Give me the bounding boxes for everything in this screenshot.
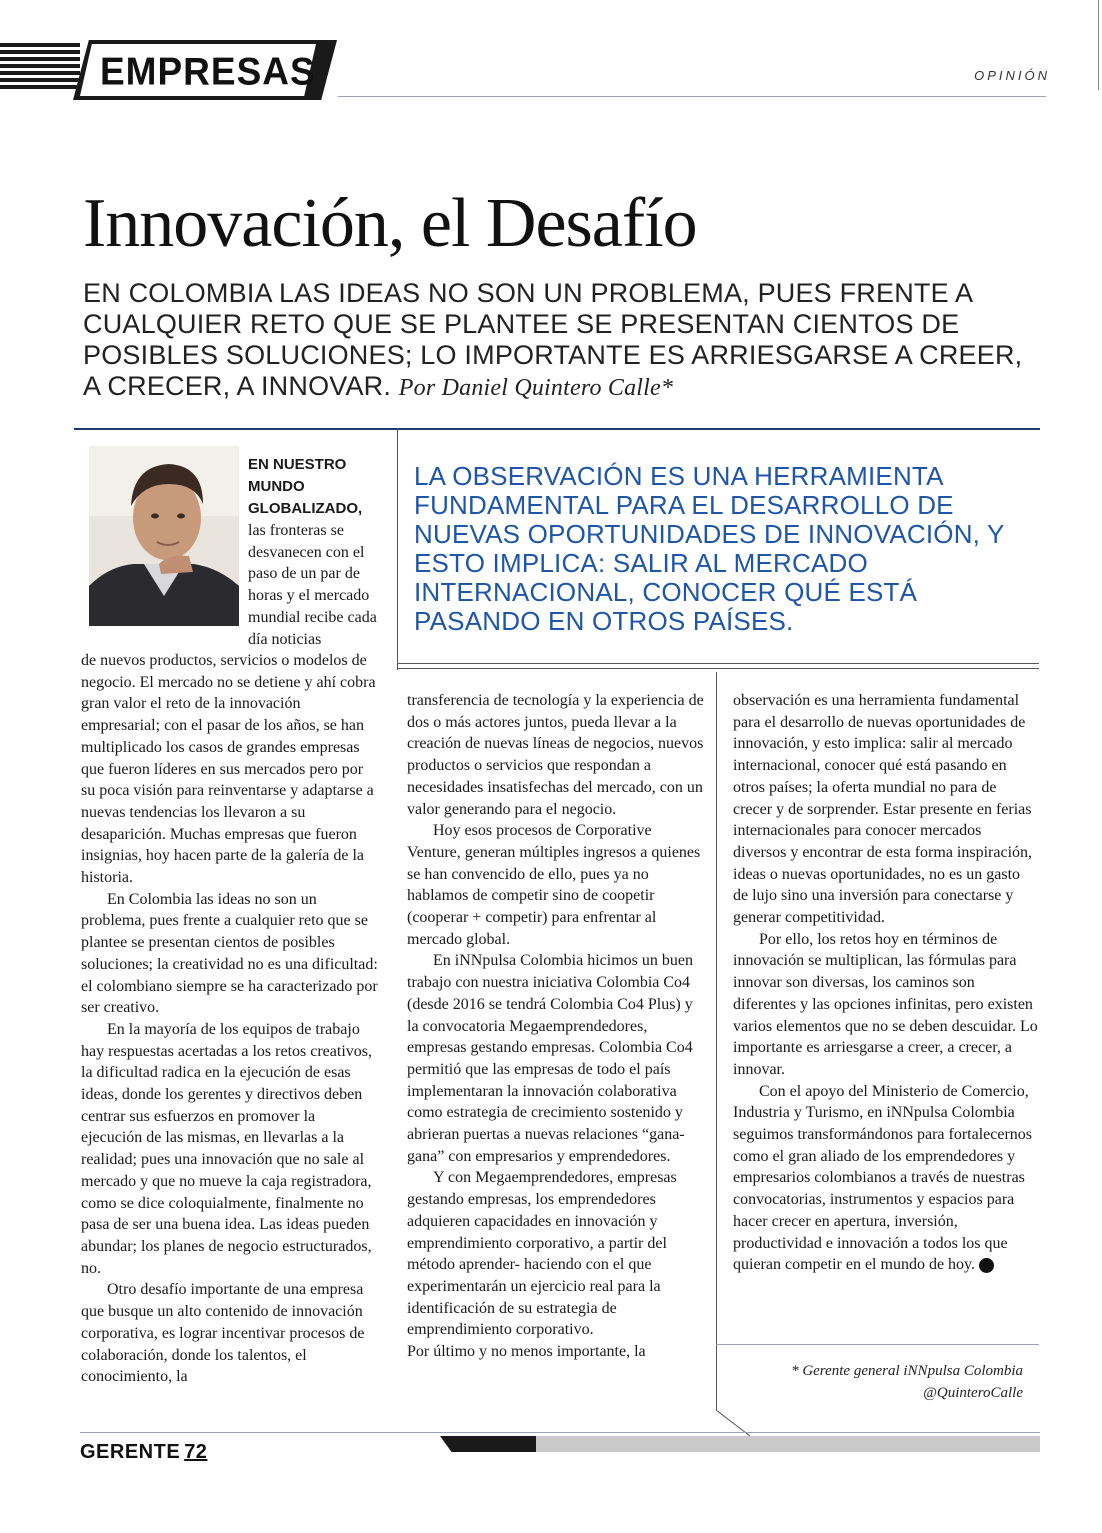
col2-paragraph: transferencia de tecnología y la experiencia de dos o más actores juntos, pueda llevar a la creación de nuevas líneas de negocios, nuevos productos o servicios que respondan a necesidades insatisfechas del mercado, con un valor generando para el negocio. [407,692,704,818]
col2-paragraph: Y con Megaemprendedores, empresas gestando empresas, los emprendedores adquieren capacidades en innovación y emprendimiento corporativo, a partir del método aprender- haciendo con el que experimentarán un ejercicio real para la identificación de su estrategia de emprendimiento corporativo. [407,1169,677,1339]
col2-paragraph: Por último y no menos importante, la [407,1343,646,1361]
page-number: 72 [184,1441,208,1463]
column-divider [397,428,398,670]
endnote-handle: @QuinteroCalle [923,1385,1023,1401]
pull-quote-rule [397,663,1039,664]
column-2 [407,690,705,1363]
footer-bar-dark [440,1436,536,1452]
section-label: EMPRESAS [100,49,316,93]
footer-folio [80,1441,207,1464]
footer-rule [80,1432,1040,1433]
author-portrait [89,446,239,626]
deck-text: EN COLOMBIA LAS IDEAS NO SON UN PROBLEMA, PUES FRENTE A CUALQUIER RETO QUE SE PLANTEE SE PRESENTAN CIENTOS DE POSIBLES SOLUCIONES; LO IMPORTANTE ES ARRIESGARSE A CREER, A CRECER, A INNOVAR. [83,278,1023,401]
endnote-role: * Gerente general iNNpulsa Colombia [791,1363,1023,1379]
article-deck [83,278,1043,404]
col1-paragraph: En la mayoría de los equipos de trabajo hay respuestas acertadas a los retos creativos, la dificultad radica en la ejecución de esas ideas, donde los gerentes y directivos deben centrar sus esfuerzos en promover la ejecución de las mismas, en llevarlas a la realidad; pues una innovación que no sale al mercado y que no mueve la caja registradora, como se dice coloquialmente, finalmente no pasa de ser una buena idea. Las ideas pueden abundar; los planes de negocio estructurados, no. [81,1020,372,1277]
col3-paragraph: observación es una herramienta fundamental para el desarrollo de nuevas oportunidades de innovación, y esto implica: salir al mercado internacional, conocer qué está pasando en otros países; la oferta mundial no para de crecer y de sorprender. Estar presente en ferias internacionales para conocer mercados diversos y encontrar de esta forma inspiración, ideas o nuevas oportunidades, no es un gasto de lujo sino una inversión para conectarse y generar competitividad. [733,692,1033,927]
col2-paragraph: Hoy esos procesos de Corporative Venture, generan múltiples ingresos a quienes se han convencido de ello, pues ya no hablamos de competir sino de coopetir (cooperar + competir) para enfrentar al mercado global. [407,822,701,948]
col3-last-text: Con el apoyo del Ministerio de Comercio, Industria y Turismo, en iNNpulsa Colombia seguimos transformándonos para fortalecernos como el gran aliado de los emprendedores y empresarios colombianos a través de nuestras convocatorias, instrumentos y espacios para hacer crecer en apertura, inversión, productividad e innovación a todos los que quieran competir en el mundo de hoy. [733,1082,1033,1274]
byline: Por Daniel Quintero Calle* [398,375,674,401]
pull-quote: LA OBSERVACIÓN ES UNA HERRAMIENTA FUNDAMENTAL PARA EL DESARROLLO DE NUEVAS OPORTUNIDADES DE INNOVACIÓN, Y ESTO IMPLICA: SALIR AL MERCADO INTERNACIONAL, CONOCER QUÉ ESTÁ PASANDO EN OTROS PAÍSES. [414,461,1005,636]
header-rule [338,96,1046,97]
footer-bar-gray [536,1436,1040,1452]
lead-paragraph [248,454,378,650]
column-3 [733,690,1038,1276]
author-endnote [740,1360,1023,1404]
end-mark-icon: G [979,1258,994,1273]
col1-paragraph: En Colombia las ideas no son un problema, pues frente a cualquier reto que se plantee se presentan cientos de posibles soluciones; la creatividad no es una dificultad: el colombiano siempre se ha caracterizado por ser creativo. [81,890,378,1017]
article-title: Innovación, el Desafío [83,185,697,262]
pull-quote-rule [397,668,1039,669]
header-stripes [0,43,80,98]
col3-paragraph [733,1081,1038,1276]
lead-kicker: EN NUESTRO MUNDO GLOBALIZADO, [248,456,363,517]
column-1 [81,650,379,1388]
lead-text: las fronteras se desvanecen con el paso de un par de horas y el mercado mundial recibe cada día noticias [248,522,377,648]
column-divider [716,672,717,1410]
col2-paragraph: En iNNpulsa Colombia hicimos un buen trabajo con nuestra iniciativa Colombia Co4 (desde 2016 se tendrá Colombia Co4 Plus) y la convocatoria Megaemprendedores, empresas gestando empresas. Colombia Co4 permitió que las empresas de todo el país implementaran la innovación colaborativa como estrategia de crecimiento sostenido y abrieran puertas a nuevas relaciones “gana-gana” con empresarios y emprendedores. [407,952,693,1165]
page-edge-line [1098,0,1099,90]
magazine-name: GERENTE [80,1441,181,1463]
col3-paragraph: Por ello, los retos hoy en términos de innovación se multiplican, las fórmulas para innovar son diversas, los caminos son diferentes y las opciones infinitas, pero existen varios elementos que no se deben descuidar. Lo importante es arriesgarse a creer, a crecer, a innovar. [733,930,1038,1078]
rubric-label: OPINIÓN [974,68,1050,83]
section-divider [74,428,1040,430]
col1-paragraph: de nuevos productos, servicios o modelos de negocio. El mercado no se detiene y ahí cobra gran valor el reto de la innovación empresarial; con el pasar de los años, se han multiplicado los casos de grandes empresas que fueron líderes en sus mercados pero por su poca visión para reinventarse y adaptarse a nuevas tendencias los llevaron a su desaparición. Muchas empresas que fueron insignias, hoy hacen parte de la galería de la historia. [81,652,376,887]
endnote-rule [716,1344,1039,1345]
col1-paragraph: Otro desafío importante de una empresa que busque un alto contenido de innovación corporativa, es lograr incentivar procesos de colaboración, donde los talentos, el conocimiento, la [81,1281,365,1386]
